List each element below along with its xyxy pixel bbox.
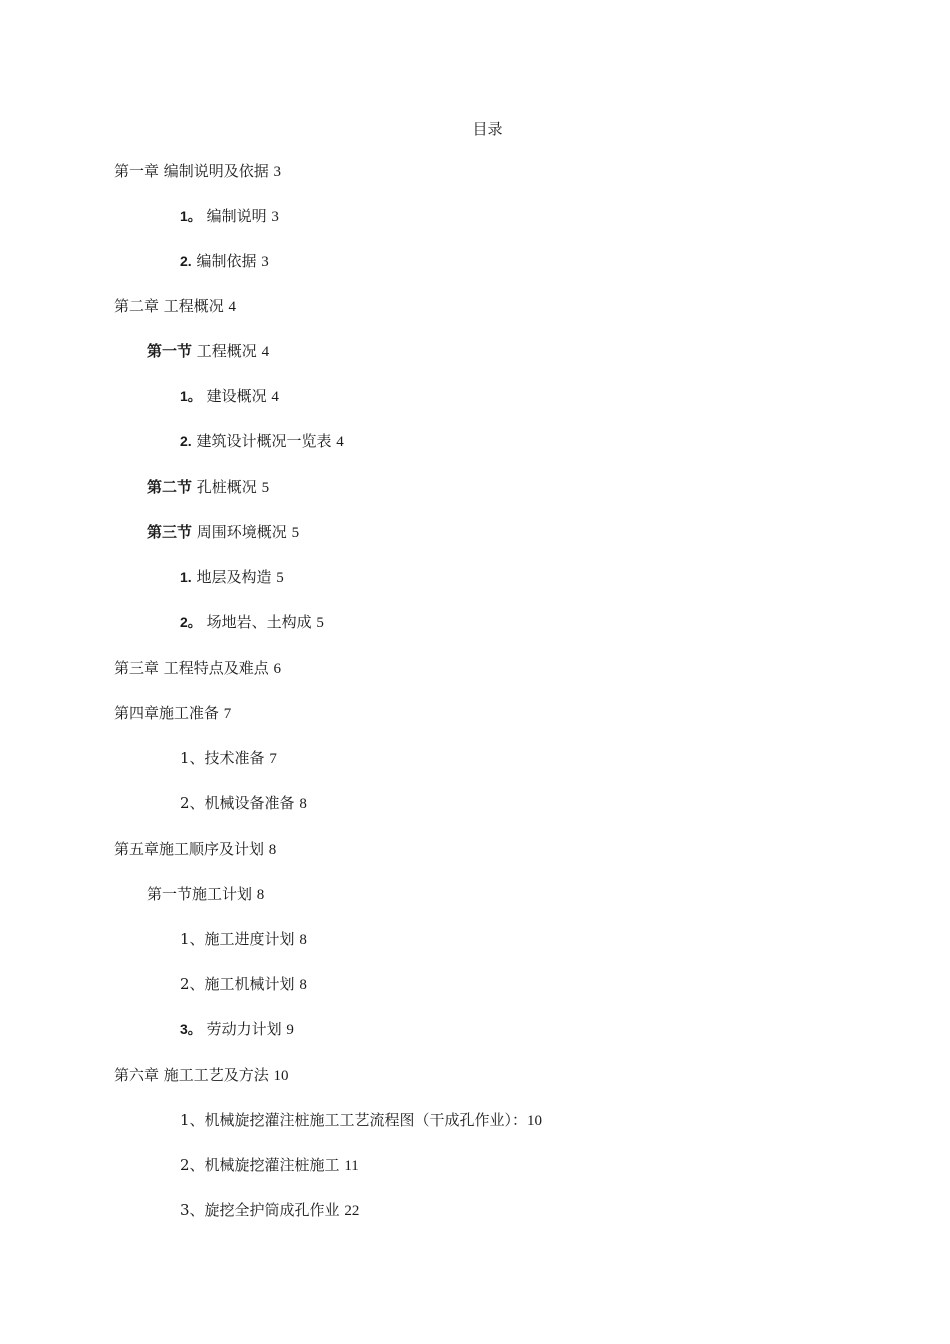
toc-entry-text: 3、旋挖全护筒成孔作业 — [180, 1201, 345, 1219]
toc-entry-text: 编制依据 — [191, 252, 262, 270]
toc-page-number: 4 — [261, 344, 270, 360]
toc-page-number: 5 — [316, 615, 324, 631]
toc-entry-chapter-1[interactable] — [114, 161, 281, 182]
toc-entry-5-1-1[interactable] — [180, 929, 307, 950]
toc-page-number: 11 — [344, 1158, 359, 1174]
toc-section-label: 第二节 — [147, 478, 193, 496]
toc-entry-2-1-2[interactable] — [180, 431, 344, 452]
toc-entry-number: 3。 — [180, 1021, 202, 1037]
toc-entry-number: 2。 — [180, 614, 202, 630]
toc-page-number: 4 — [271, 389, 279, 405]
toc-entry-number: 1。 — [180, 208, 202, 224]
toc-entry-text: 周围环境概况 — [192, 523, 292, 541]
toc-entry-text: 场地岩、土构成 — [201, 613, 317, 631]
toc-entry-2-1-1[interactable] — [180, 386, 279, 407]
toc-entry-2-section-2[interactable] — [147, 477, 269, 498]
toc-page-number: 8 — [268, 842, 277, 858]
toc-entry-6-1[interactable] — [180, 1110, 542, 1131]
toc-entry-4-2[interactable] — [180, 793, 307, 814]
toc-entry-6-2[interactable] — [180, 1155, 359, 1176]
toc-entry-text: 2、施工机械计划 — [180, 975, 300, 993]
toc-entry-text: 第三章 工程特点及难点 — [114, 659, 274, 677]
toc-entry-text: 1、技术准备 — [180, 749, 270, 767]
toc-page-number: 8 — [256, 887, 265, 903]
toc-entry-chapter-5[interactable] — [114, 839, 276, 860]
toc-entry-1-1[interactable] — [180, 206, 279, 227]
toc-entry-5-section-1[interactable] — [147, 884, 264, 905]
toc-entry-text: 第二章 工程概况 — [114, 297, 229, 315]
toc-entry-text: 编制说明 — [201, 207, 272, 225]
toc-page-number: 5 — [291, 525, 300, 541]
toc-entry-4-1[interactable] — [180, 748, 277, 769]
toc-entry-text: 劳动力计划 — [201, 1020, 287, 1038]
toc-entry-number: 2. — [180, 433, 192, 449]
toc-page-number: 9 — [286, 1022, 294, 1038]
toc-entry-5-1-3[interactable] — [180, 1019, 294, 1040]
toc-section-label: 第三节 — [147, 523, 193, 541]
toc-entry-text: 工程概况 — [192, 342, 262, 360]
toc-entry-text: 第六章 施工工艺及方法 — [114, 1066, 274, 1084]
toc-page-number: 5 — [276, 570, 284, 586]
toc-entry-number: 1。 — [180, 388, 202, 404]
toc-entry-text: 2、机械旋挖灌注桩施工 — [180, 1156, 345, 1174]
toc-entry-6-3[interactable] — [180, 1200, 359, 1221]
toc-entry-text: 第四章施工准备 — [114, 704, 224, 722]
toc-entry-chapter-3[interactable] — [114, 658, 281, 679]
toc-page-number: 4 — [336, 434, 344, 450]
toc-page-number: 10 — [527, 1113, 543, 1129]
toc-page-number: 7 — [223, 706, 232, 722]
toc-entry-text: 1、机械旋挖灌注桩施工工艺流程图（干成孔作业）： — [180, 1111, 528, 1129]
toc-entry-number: 2. — [180, 253, 192, 269]
toc-page-number: 3 — [273, 164, 282, 180]
toc-entry-2-section-1[interactable] — [147, 341, 269, 362]
toc-entry-text: 2、机械设备准备 — [180, 794, 300, 812]
toc-entry-text: 建筑设计概况一览表 — [191, 432, 337, 450]
toc-page-number: 8 — [299, 932, 307, 948]
toc-entry-chapter-4[interactable] — [114, 703, 231, 724]
toc-section-label: 第一节 — [147, 342, 193, 360]
toc-page-number: 22 — [344, 1203, 360, 1219]
toc-entry-chapter-2[interactable] — [114, 296, 236, 317]
toc-entry-text: 第一节施工计划 — [147, 885, 257, 903]
toc-page-number: 5 — [261, 480, 270, 496]
toc-entry-text: 孔桩概况 — [192, 478, 262, 496]
toc-entry-text: 第一章 编制说明及依据 — [114, 162, 274, 180]
toc-entry-text: 第五章施工顺序及计划 — [114, 840, 269, 858]
toc-entry-number: 1. — [180, 569, 192, 585]
toc-entry-2-section-3[interactable] — [147, 522, 299, 543]
toc-page-number: 3 — [261, 254, 269, 270]
toc-entry-2-3-1[interactable] — [180, 567, 284, 588]
toc-page-number: 8 — [299, 796, 307, 812]
toc-entry-5-1-2[interactable] — [180, 974, 307, 995]
toc-entry-1-2[interactable] — [180, 251, 269, 272]
toc-title: 目录 — [472, 120, 503, 138]
toc-entry-text: 建设概况 — [201, 387, 272, 405]
toc-entry-text: 1、施工进度计划 — [180, 930, 300, 948]
toc-entry-text: 地层及构造 — [191, 568, 277, 586]
toc-entry-2-3-2[interactable] — [180, 612, 324, 633]
toc-page-number: 10 — [273, 1068, 289, 1084]
toc-page-number: 8 — [299, 977, 307, 993]
toc-page-number: 4 — [228, 299, 237, 315]
toc-page-number: 7 — [269, 751, 277, 767]
toc-page-number: 3 — [271, 209, 279, 225]
toc-page-number: 6 — [273, 661, 282, 677]
toc-entry-chapter-6[interactable] — [114, 1065, 289, 1086]
